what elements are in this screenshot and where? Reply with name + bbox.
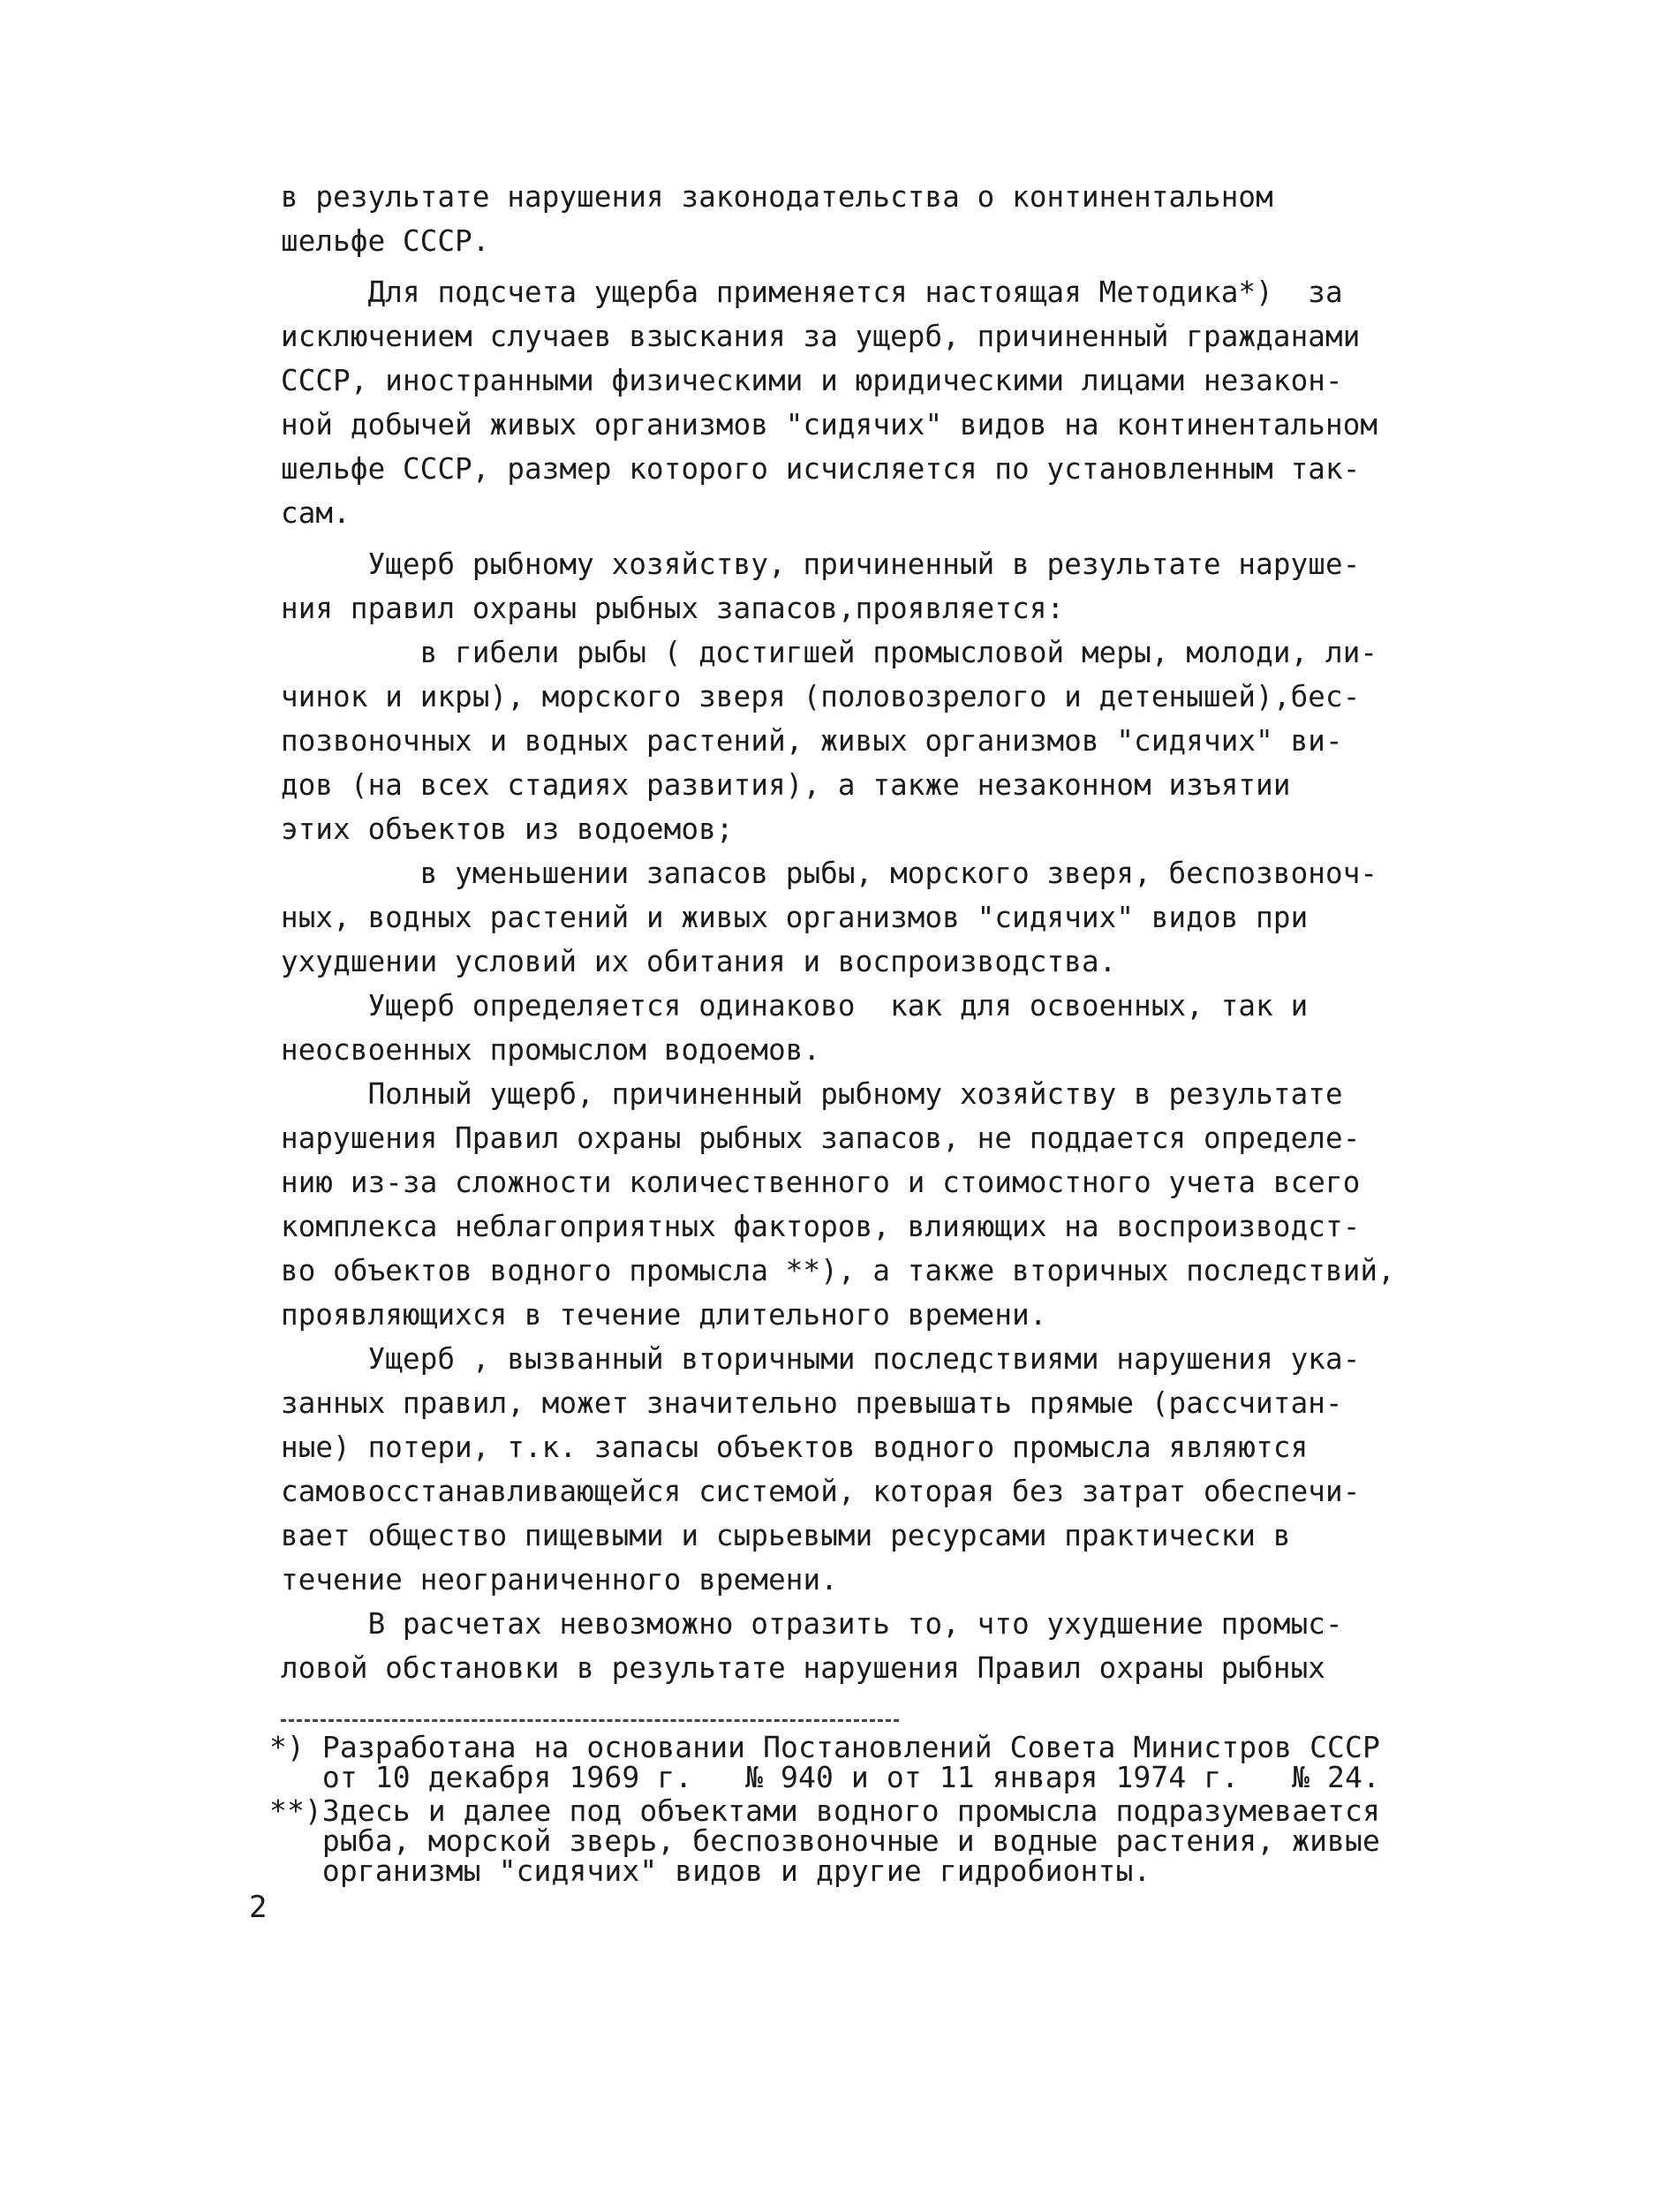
text-line: Ущерб определяется одинаково как для освоенных, так и xyxy=(281,989,1309,1023)
footnote-line: от 10 декабря 1969 г. № 940 и от 11 января 1974 г. № 24. xyxy=(269,1760,1380,1794)
text-line: ных, водных растений и живых организмов "сидячих" видов при xyxy=(281,901,1309,934)
text-line: комплекса неблагоприятных факторов, влияющих на воспроизводст- xyxy=(281,1210,1361,1243)
footnote-separator xyxy=(281,1719,899,1722)
text-line: В расчетах невозможно отразить то, что ухудшение промыс- xyxy=(281,1607,1343,1641)
footnote-line: организмы "сидячих" видов и другие гидробионты. xyxy=(269,1853,1151,1888)
paragraph-gap xyxy=(281,535,1429,542)
text-line: шельфе СССР. xyxy=(281,224,490,258)
text-line: вает общество пищевыми и сырьевыми ресурсами практически в xyxy=(281,1519,1291,1552)
text-line: ния правил охраны рыбных запасов,проявляется: xyxy=(281,592,1065,625)
footnote-line: рыба, морской зверь, беспозвоночные и водные растения, живые xyxy=(269,1823,1380,1858)
paragraph-gap xyxy=(281,263,1429,270)
text-line: в уменьшении запасов рыбы, морского зверя, беспозвоноч- xyxy=(281,857,1378,890)
page-number: 2 xyxy=(249,1890,268,1925)
text-line: нию из-за сложности количественного и стоимостного учета всего xyxy=(281,1166,1361,1199)
text-line: позвоночных и водных растений, живых организмов "сидячих" ви- xyxy=(281,724,1343,758)
text-line: неосвоенных промыслом водоемов. xyxy=(281,1033,821,1067)
text-line: ные) потери, т.к. запасы объектов водного промысла являются xyxy=(281,1431,1309,1464)
text-line: занных правил, может значительно превышать прямые (рассчитан- xyxy=(281,1386,1343,1420)
text-line: ной добычей живых организмов "сидячих" видов на континентальном xyxy=(281,408,1378,442)
text-line: ухудшении условий их обитания и воспроизводства. xyxy=(281,945,1117,978)
footnotes xyxy=(269,1730,1470,1888)
text-line: сам. xyxy=(281,496,351,530)
text-line: проявляющихся в течение длительного времени. xyxy=(281,1298,1047,1332)
text-line: этих объектов из водоемов; xyxy=(281,812,734,846)
text-line: СССР, иностранными физическими и юридическими лицами незакон- xyxy=(281,364,1343,397)
footnote-line: *) Разработана на основании Постановлений Совета Министров СССР xyxy=(269,1730,1380,1764)
text-line: ловой обстановки в результате нарушения Правил охраны рыбных xyxy=(281,1651,1325,1685)
text-line: течение неограниченного времени. xyxy=(281,1563,838,1597)
text-line: Полный ущерб, причиненный рыбному хозяйству в результате xyxy=(281,1077,1343,1111)
text-line: чинок и икры), морского зверя (половозрелого и детенышей),бес- xyxy=(281,680,1361,713)
text-line: во объектов водного промысла **), а также вторичных последствий, xyxy=(281,1254,1395,1287)
text-line: Ущерб рыбному хозяйству, причиненный в результате наруше- xyxy=(281,547,1361,581)
text-line: шельфе СССР, размер которого исчисляется по установленным так- xyxy=(281,452,1361,486)
text-line: в результате нарушения законодательства о континентальном xyxy=(281,180,1273,214)
text-line: Для подсчета ущерба применяется настоящая Методика*) за xyxy=(281,276,1343,309)
text-line: нарушения Правил охраны рыбных запасов, не поддается определе- xyxy=(281,1121,1361,1155)
text-line: исключением случаев взыскания за ущерб, причиненный гражданами xyxy=(281,320,1361,353)
footnote-line: **)Здесь и далее под объектами водного промысла подразумевается xyxy=(269,1793,1380,1828)
text-line: Ущерб , вызванный вторичными последствиями нарушения ука- xyxy=(281,1342,1361,1376)
text-line: самовосстанавливающейся системой, которая без затрат обеспечи- xyxy=(281,1475,1361,1508)
text-line: дов (на всех стадиях развития), а также незаконном изъятии xyxy=(281,768,1291,802)
text-line: в гибели рыбы ( достигшей промысловой меры, молоди, ли- xyxy=(281,636,1378,669)
body-text xyxy=(281,175,1429,1690)
